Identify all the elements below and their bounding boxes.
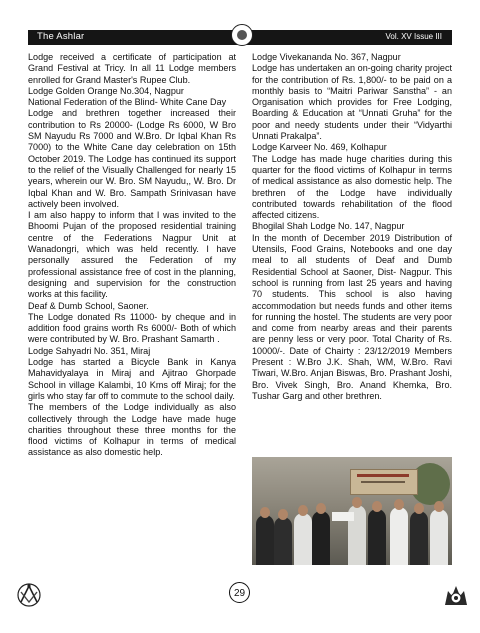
square-compass-icon: [15, 582, 43, 608]
paragraph: Lodge received a certificate of participation at Grand Festival at Tricy. In all 11 Lodge members enrolled for Grand Master's Rupee Club.: [28, 52, 236, 85]
paragraph: In the month of December 2019 Distribution of Utensils, Food Grains, Notebooks and one day meal to all students of Deaf and Dumb Residential School at Saoner, Dist- Nagpur. This school is running from last 25 years and having 70 students. This school is also having accommodation but needs funds and other items for running the hostel. The students are very poor and come from nearby areas and their parents are penny less or very poor. Total Charity of Rs. 10000/-. Date of Chairty : 23/12/2019 Members Present : W.Bro J.K. Shah, WM, W.Bro. Ravi Tiwari, W.Bro. Anjan Biswas, Bro. Prashant Joshi, Bro. Vivek Singh, Bro. Anand Khemka, Bro. Tushar Garg and other brethren.: [252, 232, 452, 401]
paragraph: The Lodge has made huge charities during this quarter for the flood victims of Kolhapur in terms of medical assistance as also domestic help. The brethren of the Lodge have individually contributed towards rehabilitation of the flood affected citizens.: [252, 153, 452, 221]
right-column: [252, 52, 452, 402]
section-heading: Lodge Karveer No. 469, Kolhapur: [252, 142, 387, 153]
paragraph: Lodge has started a Bicycle Bank in Kanya Mahavidyalaya in Miraj and Ajitrao Ghorpade School in village Kalambi, 10 Kms off Miraj; for the girls who stay far off to commute to the school daily.: [28, 357, 236, 401]
group-photo: [252, 457, 452, 565]
paragraph: The members of the Lodge individually as also collectively through the Lodge have made huge charities throughout these three months for the flood victims of Kolhapur in terms of medical assistance as also domestic help.: [28, 402, 236, 458]
section-heading: Lodge Sahyadri No. 351, Miraj: [28, 345, 151, 356]
paragraph: The Lodge donated Rs 11000- by cheque and in addition food grains worth Rs 6000/- Both of which were contributed by W. Bro. Prashant Samarth .: [28, 311, 236, 345]
paragraph: Lodge and brethren together increased their contribution to Rs 20000- (Lodge Rs 6000, W Bro SM Nayudu Rs 7000 and W.Bro. Dr Iqbal Khan Rs 7000) to the White Cane day celebration on 15th October 2019. The Lodge has continued its support to the relief of the Visually Challenged for nearly 15 years, wherein our W. Bro. SM Nayudu,, W. Bro. Dr Iqbal Khan and W. Bro. Sampath Srinivasan have actively been involved.: [28, 108, 236, 209]
lodge-crest-icon: [442, 582, 470, 608]
paragraph: I am also happy to inform that I was invited to the Bhoomi Pujan of the proposed residential training centre of the Federations Nagpur Unit at Wanadongri, which was held recently. I have personally assured the Federation of my professional assistance free of cost in the planning, designing and supervision for the construction works at this facility.: [28, 210, 236, 300]
masonic-emblem-icon: [231, 24, 253, 46]
page-header: [28, 30, 452, 45]
cheque: [332, 512, 354, 521]
left-column: [28, 52, 236, 459]
paragraph: National Federation of the Blind- White Cane Day: [28, 97, 227, 108]
section-heading: Lodge Vivekananda No. 367, Nagpur: [252, 52, 401, 62]
page-number: 29: [229, 582, 250, 603]
section-heading: Lodge Golden Orange No.304, Nagpur: [28, 85, 184, 96]
section-heading: Bhogilal Shah Lodge No. 147, Nagpur: [252, 221, 405, 232]
section-heading: Deaf & Dumb School, Saoner.: [28, 300, 149, 311]
paragraph: Lodge has undertaken an on-going charity project for the contribution of Rs. 1,800/- to be paid on a monthly basis to “Maitri Pariwar Sanstha” - an Organisation which provides for Free Lodging, Boarding & Education at “Unnati Gruha” for the poor and needy students under their “Vidyarthi Unnati Prakalpa”.: [252, 63, 452, 142]
publication-title: The Ashlar: [37, 31, 85, 42]
banner: [350, 469, 418, 495]
issue-label: Vol. XV Issue III: [385, 32, 442, 41]
